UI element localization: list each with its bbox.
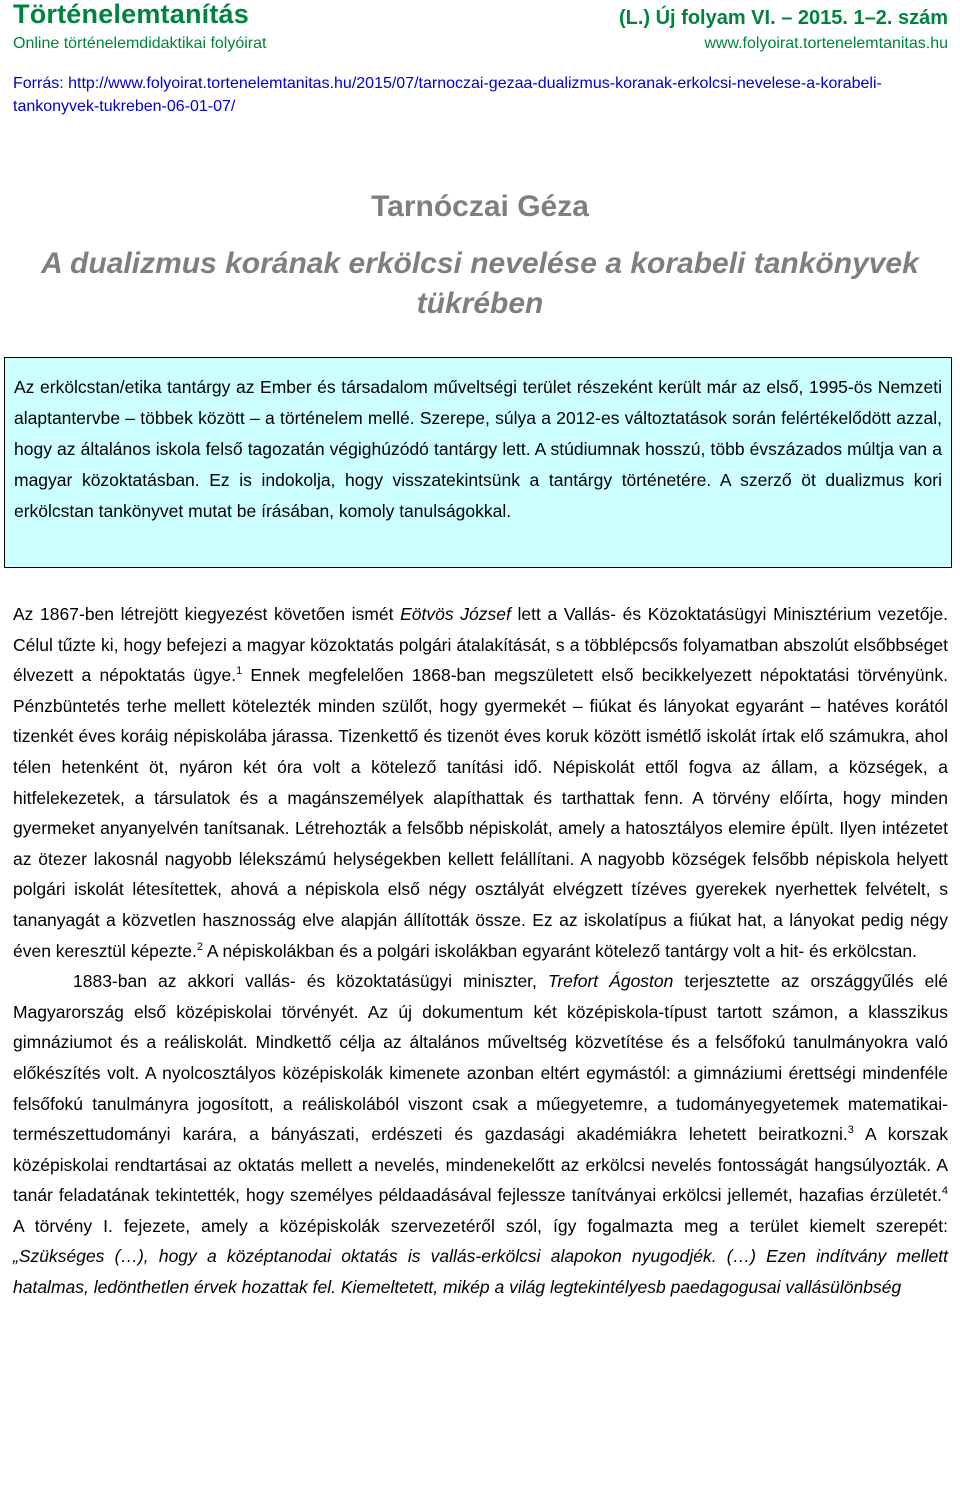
article-title: A dualizmus korának erkölcsi nevelése a korabeli tankönyvek tükrében — [41, 247, 919, 320]
text-run: terjesztette az országgyűlés elé Magyarország első középiskolai törvényét. Az új dokumentum két középiskola-típust tartott számon, a klasszikus gimnáziumot és a reáliskolát. Mindkettő célja az általános műveltség közvetítése és a felsőfokú tanulmányokra való előkészítés volt. A nyolcosztályos középiskolák kimenete azonban eltért egymástól: a gimnáziumi érettségi mindenféle felsőfokú tanulmányra jogosított, a reáliskolából viszont csak a műegyetemre, a tudományegyetemek matematikai-természettudományi karára, a bányászati, erdészeti és gazdasági akadémiákra lehetett beiratkozni. — [13, 971, 948, 1145]
person-name: Trefort Ágoston — [547, 971, 674, 992]
text-run: lett a Vallás- és Közoktatásügyi Minisztérium vezetője. Célul tűzte ki, hogy befejezi a magyar közoktatás polgári átalakítását, s a többlépcsős folyamatban abszolút elsőbbséget élvezett a népoktatás ügye. — [13, 604, 948, 686]
abstract-text: Az erkölcstan/etika tantárgy az Ember és társadalom műveltségi terület részeként került már az első, 1995-ös Nemzeti alaptantervbe – többek között – a történelem mellé. Szerepe, súlya a 2012-es változtatások során felértékelődött azzal, hogy az általános iskola felső tagozatán végighúzódó tantárgy lett. A stúdiumnak hosszú, több évszázados múltja van a magyar közoktatásban. Ez is indokolja, hogy visszatekintsünk a tantárgy történetére. A szerző öt dualizmus kori erkölcstan tankönyvet mutat be írásában, komoly tanulságokkal. — [14, 377, 942, 521]
body-paragraph — [13, 966, 948, 1303]
footnote-ref[interactable]: 3 — [847, 1124, 854, 1137]
text-run: Ennek megfelelően 1868-ban megszületett első becikkelyezett népoktatási törvényünk. Pénzbüntetés terhe mellett kötelezték minden szülőt, hogy gyermekét – fiúkat és lányokat egyaránt – hatéves korától tizenkét éves koráig népiskolába járassa. Tizenkettő és tizenöt éves koruk között ismétlő iskolát írtak elő számukra, ahol télen hetenként öt, nyáron két óra volt a kötelező tanítási idő. Népiskolát ettől fogva az állam, a községek, a hitfelekezetek, a társulatok és a magánszemélyek alapíthattak és tarthattak fenn. A törvény előírta, hogy minden gyermeket anyanyelvén tanítsanak. Létrehozták a felsőbb népiskolát, amely a hatosztályos elemire épült. Ilyen intézetet az ötezer lakosnál nagyobb lélekszámú helységekben kellett felállítani. A nagyobb községek felsőbb népiskola helyett polgári iskolát létesítettek, ahová a népiskola első négy osztályát elvégzett tízéves gyerekek nyerhettek felvételt, s tananyagát a közvetlen hasznosság elve alapján állították össze. Ez az iskolatípus a fiúkat hat, a lányokat pedig négy éven keresztül képezte. — [13, 665, 948, 961]
text-run: A törvény I. fejezete, amely a középiskolák szervezetéről szól, így fogalmazta meg a terület kiemelt szerepét: — [13, 1215, 948, 1236]
footnote-ref[interactable]: 1 — [236, 665, 243, 678]
text-run: Az 1867-ben létrejött kiegyezést követően ismét — [13, 604, 401, 624]
page-header — [13, 0, 948, 58]
abstract-box — [4, 357, 952, 568]
quotation: „Szükséges (…), hogy a középtanodai oktatás is vallás-erkölcsi alapokon nyugodjék. (…) Ezen indítvány mellett hatalmas, ledönthetlen érvek hozattak fel. Kiemeltetett, mikép a világ legtekintélyesb paedagogusai vallásülönbség — [13, 1246, 948, 1298]
journal-title: Történelemtanítás — [13, 0, 249, 29]
source-link[interactable]: http://www.folyoirat.tortenelemtanitas.hu/2015/07/tarnoczai-gezaa-dualizmus-koranak-erkolcsi-nevelese-a-korabeli-tankonyvek-tukreben-06-01-07/ — [13, 75, 882, 115]
text-run: 1883-ban az akkori vallás- és közoktatásügyi miniszter, — [73, 971, 548, 992]
footnote-ref[interactable]: 4 — [941, 1185, 948, 1198]
article-body — [13, 599, 948, 1303]
source-line — [13, 72, 943, 118]
source-label: Forrás: — [13, 75, 64, 92]
body-paragraph — [13, 599, 948, 966]
person-name: Eötvös József — [400, 604, 511, 624]
issue-label: (L.) Új folyam VI. – 2015. 1–2. szám — [618, 7, 948, 29]
text-run: A korszak középiskolai rendtartásai az oktatás mellett a nevelés, mindenekelőtt az erkölcsi nevelés fontosságát hangsúlyozták. A tanár feladatának tekintették, hogy személyes példaadásával fejlessze tanítványai erkölcsi jellemét, hazafias érzületét. — [13, 1124, 948, 1206]
text-run: A népiskolákban és a polgári iskolákban egyaránt kötelező tantárgy volt a hit- és erkölcstan. — [202, 940, 918, 961]
footnote-ref[interactable]: 2 — [196, 940, 203, 953]
journal-subtitle: Online történelemdidaktikai folyóirat — [13, 35, 267, 52]
journal-url[interactable]: www.folyoirat.tortenelemtanitas.hu — [704, 35, 948, 52]
article-author: Tarnóczai Géza — [371, 190, 589, 223]
